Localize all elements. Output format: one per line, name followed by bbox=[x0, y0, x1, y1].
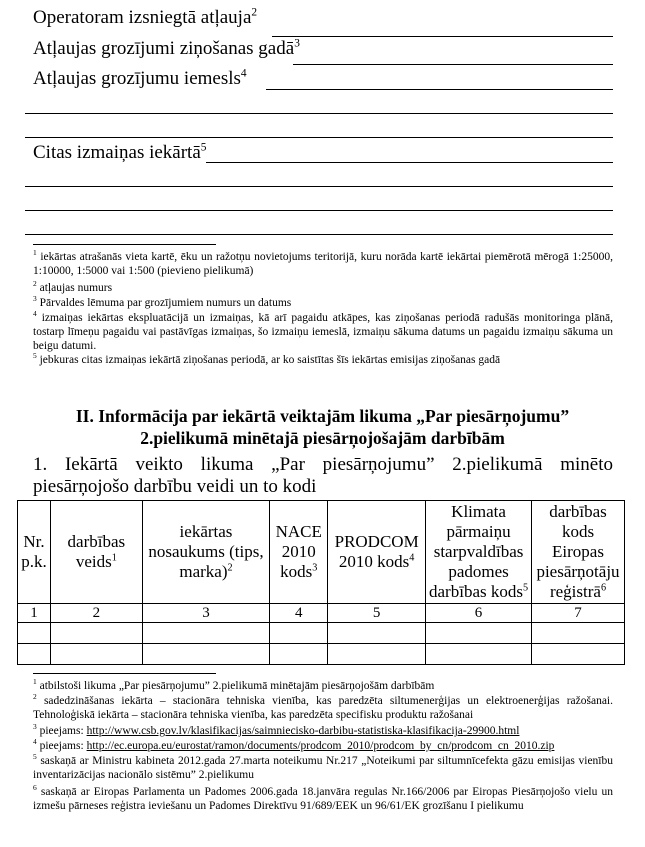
permit-changes-year-label: Atļaujas grozījumi ziņošanas gadā$^3$ bbox=[33, 37, 300, 59]
section-title-line1: II. Informācija par iekārtā veiktajām likuma „Par piesārņojumu” bbox=[75, 406, 570, 426]
permit-issued-label: Operatoram izsniegtā atļauja$^2$ bbox=[33, 6, 258, 28]
table-cell[interactable] bbox=[328, 623, 426, 644]
csb-classification-link[interactable]: http://www.csb.gov.lv/klasifikacijas/saimniecisko-darbibu-statistiska-klasifikacija-29900.html bbox=[86, 725, 520, 737]
column-number: 6 bbox=[426, 604, 532, 623]
other-changes-field-line3[interactable] bbox=[25, 210, 613, 211]
table-cell[interactable] bbox=[270, 623, 328, 644]
permit-issued-field[interactable] bbox=[272, 36, 613, 37]
footnote-top-3: $^3$ Pārvaldes lēmuma par grozījumiem numurs un datums bbox=[33, 294, 292, 309]
other-changes-label: Citas izmaiņas iekārtā$^5$ bbox=[33, 141, 207, 163]
table-number-row bbox=[18, 604, 625, 623]
header-nr: Nr. p.k. bbox=[18, 501, 51, 604]
footnote-separator-bottom bbox=[33, 673, 216, 674]
header-installation-name: iekārtas nosaukums (tips, marka)$^2$ bbox=[142, 501, 270, 604]
table-cell[interactable] bbox=[142, 623, 270, 644]
header-nace-code: NACE 2010 kods$^3$ bbox=[270, 501, 328, 604]
section-title-line2: 2.pielikumā minētajā piesārņojošajām darbībām bbox=[140, 428, 505, 448]
table-cell[interactable] bbox=[532, 644, 625, 665]
footnote-bottom-3: $^3$ pieejams: http://www.csb.gov.lv/klasifikacijas/saimniecisko-darbibu-statistiska-klasifikacija-29900.html bbox=[33, 722, 520, 737]
table-cell[interactable] bbox=[328, 644, 426, 665]
header-activity-type: darbības veids$^1$ bbox=[50, 501, 142, 604]
table-cell[interactable] bbox=[426, 623, 532, 644]
footnote-top-1: $^1$ iekārtas atrašanās vieta kartē, ēku un ražotņu novietojums teritorijā, kuru norāda kartē iekārtai piemērotā mērogā 1:25000, 1:10000, 1:5000 vai 1:500 (pievieno pielikumā) bbox=[33, 248, 613, 277]
permit-changes-reason-label: Atļaujas grozījumu iemesls$^4$ bbox=[33, 67, 247, 89]
table-cell[interactable] bbox=[532, 623, 625, 644]
table-row bbox=[18, 644, 625, 665]
header-eprtr-code: darbības kods Eiropas piesārņotāju reģistrā$^6$ bbox=[532, 501, 625, 604]
prodcom-link[interactable]: http://ec.europa.eu/eurostat/ramon/documents/prodcom_2010/prodcom_by_cn/prodcom_cn_2010.zip bbox=[86, 740, 555, 752]
table-cell[interactable] bbox=[18, 644, 51, 665]
table-cell[interactable] bbox=[50, 623, 142, 644]
column-number: 3 bbox=[142, 604, 270, 623]
footnote-top-2: $^2$ atļaujas numurs bbox=[33, 279, 113, 294]
footnote-bottom-6: $^6$ saskaņā ar Eiropas Parlamenta un Padomes 2006.gada 18.janvāra regulas Nr.166/2006 par Eiropas Piesārņojošo vielu un izmešu pārneses reģistra ieviešanu un Padomes Direktīvu 91/689/EEK un 96/61/EK grozīšanu I pielikumu bbox=[33, 783, 613, 812]
footnote-separator-top bbox=[33, 244, 216, 245]
table-cell[interactable] bbox=[270, 644, 328, 665]
footnote-bottom-4: $^4$ pieejams: http://ec.europa.eu/eurostat/ramon/documents/prodcom_2010/prodcom_by_cn/prodcom_cn_2010.zip bbox=[33, 737, 555, 752]
column-number: 7 bbox=[532, 604, 625, 623]
footnote-top-5: $^5$ jebkuras citas izmaiņas iekārtā ziņošanas periodā, ar ko saistītas šīs iekārtas emisijas ziņošanas gadā bbox=[33, 351, 501, 366]
header-ipcc-code: Klimata pārmaiņu starpvaldības padomes darbības kods$^5$ bbox=[426, 501, 532, 604]
footnote-top-4: $^4$ izmaiņas iekārtas ekspluatācijā un izmaiņas, kā arī pagaidu atkāpes, kas ziņošanas periodā radušās monitoringa plānā, tostarp līmeņu pagaidu vai pastāvīgas izmaiņas, šo izmaiņu iemeslā, izmaiņu sākuma datums un pagaidu izmaiņu sākuma un beigu datumi. bbox=[33, 309, 613, 352]
header-prodcom-code: PRODCOM 2010 kods$^4$ bbox=[328, 501, 426, 604]
table-cell[interactable] bbox=[18, 623, 51, 644]
table-cell[interactable] bbox=[50, 644, 142, 665]
column-number: 1 bbox=[18, 604, 51, 623]
permit-changes-year-field[interactable] bbox=[293, 64, 613, 65]
footnote-bottom-5: $^5$ saskaņā ar Ministru kabineta 2012.gada 27.marta noteikumu Nr.217 „Noteikumi par siltumnīcefekta gāzu emisijas vienību inventarizācijas nacionālo sistēmu” 2.pielikumu bbox=[33, 752, 613, 781]
activities-table bbox=[17, 500, 625, 665]
table-header-row bbox=[18, 501, 625, 604]
footnote-bottom-2: $^2$ sadedzināšanas iekārta – stacionāra tehniska vienība, kas paredzēta siltumenerģijas un elektroenerģijas ražošanai. Tehnoloģiskā iekārta – stacionāra tehniska vienība, kas paredzēta specifisku produktu ražošanai bbox=[33, 692, 613, 721]
column-number: 2 bbox=[50, 604, 142, 623]
table-row bbox=[18, 623, 625, 644]
table-cell[interactable] bbox=[142, 644, 270, 665]
column-number: 4 bbox=[270, 604, 328, 623]
table-cell[interactable] bbox=[426, 644, 532, 665]
column-number: 5 bbox=[328, 604, 426, 623]
section-intro: 1. Iekārtā veikto likuma „Par piesārņojumu” 2.pielikumā minēto piesārņojošo darbību veidi un to kodi bbox=[33, 454, 613, 497]
other-changes-field-line4[interactable] bbox=[25, 234, 613, 235]
permit-changes-reason-field-line3[interactable] bbox=[25, 137, 613, 138]
footnote-bottom-1: $^1$ atbilstoši likuma „Par piesārņojumu” 2.pielikumā minētajām piesārņojošām darbībām bbox=[33, 677, 435, 692]
other-changes-field-line2[interactable] bbox=[25, 186, 613, 187]
permit-changes-reason-field[interactable] bbox=[266, 89, 613, 90]
other-changes-field[interactable] bbox=[206, 162, 613, 163]
permit-changes-reason-field-line2[interactable] bbox=[25, 113, 613, 114]
